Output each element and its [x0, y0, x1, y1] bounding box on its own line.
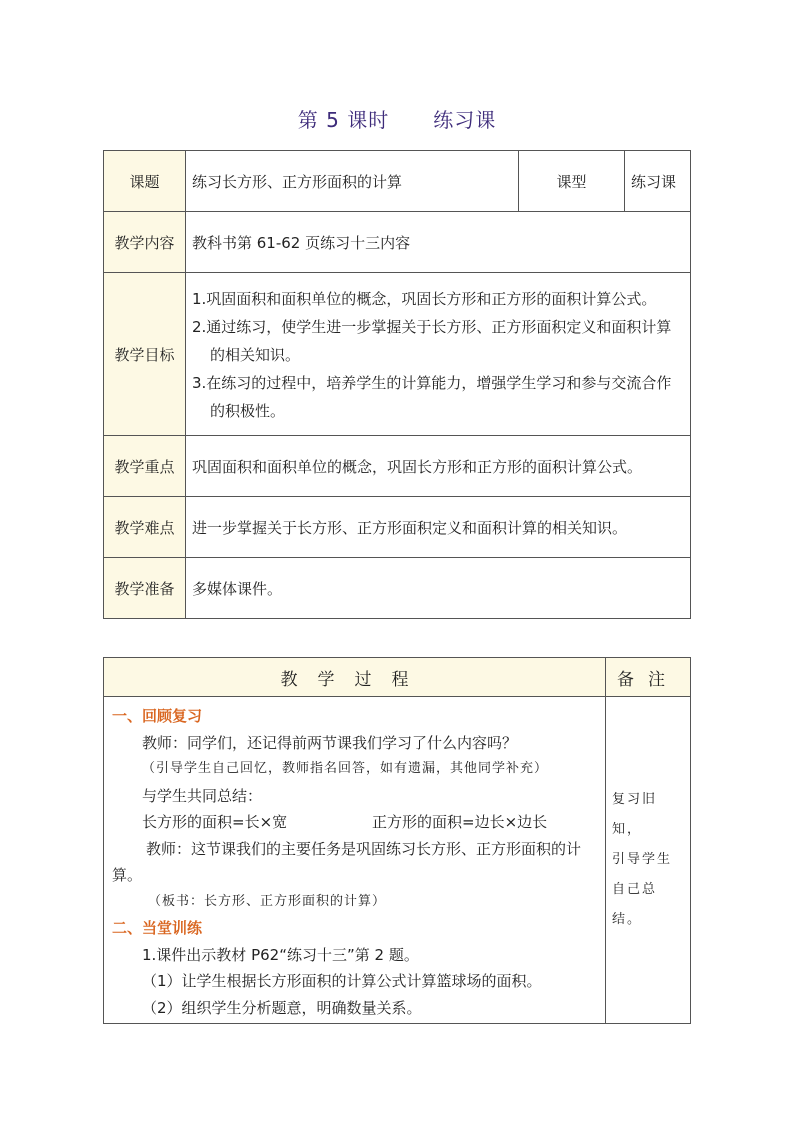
remark-line: 复习旧知， [612, 792, 658, 837]
process-header: 教学过程 [104, 658, 606, 697]
remark-cell [606, 697, 691, 1024]
goals-label: 教学目标 [104, 273, 186, 436]
square-formula: 正方形的面积=边长×边长 [372, 813, 548, 831]
type-value: 练习课 [625, 151, 691, 212]
note-header: 备注 [606, 658, 691, 697]
section-review-title: 一、回顾复习 [112, 707, 203, 725]
lesson-number: 第 5 课时 [297, 108, 390, 132]
content-row [104, 212, 691, 273]
content-value: 教科书第 61-62 页练习十三内容 [186, 212, 691, 273]
process-content [104, 697, 606, 1024]
goal-item: 1.巩固面积和面积单位的概念，巩固长方形和正方形的面积计算公式。 [192, 290, 657, 308]
remark-line: 引导学生 [612, 852, 673, 867]
section-practice-title: 二、当堂训练 [112, 919, 203, 937]
teaching-process-table [103, 657, 691, 1024]
topic-row [104, 151, 691, 212]
key-label: 教学重点 [104, 436, 186, 497]
prep-value: 多媒体课件。 [186, 558, 691, 619]
teacher-question: 教师：同学们，还记得前两节课我们学习了什么内容吗？ [142, 733, 518, 752]
process-header-row [104, 658, 691, 697]
lesson-type: 练习课 [433, 108, 497, 132]
goals-list [186, 273, 691, 436]
rectangle-formula: 长方形的面积=长×宽 [142, 813, 288, 831]
goals-row [104, 273, 691, 436]
key-value: 巩固面积和面积单位的概念，巩固长方形和正方形的面积计算公式。 [186, 436, 691, 497]
difficulty-value: 进一步掌握关于长方形、正方形面积定义和面积计算的相关知识。 [186, 497, 691, 558]
prep-row [104, 558, 691, 619]
area-formulas [112, 809, 597, 836]
practice-item-1b: （2）组织学生分析题意，明确数量关系。 [142, 998, 422, 1017]
process-body-row [104, 697, 691, 1024]
difficulty-row [104, 497, 691, 558]
type-label: 课型 [519, 151, 625, 212]
guide-note: （引导学生自己回忆，教师指名回答，如有遗漏，其他同学补充） [142, 761, 549, 776]
difficulty-label: 教学难点 [104, 497, 186, 558]
goal-item: 2.通过练习，使学生进一步掌握关于长方形、正方形面积定义和面积计算的相关知识。 [192, 318, 672, 364]
board-note: （板书：长方形、正方形面积的计算） [148, 893, 387, 909]
practice-item-1a: （1）让学生根据长方形面积的计算公式计算篮球场的面积。 [142, 972, 542, 990]
page-title [0, 104, 794, 133]
practice-item-1: 1.课件出示教材 P62“练习十三”第 2 题。 [142, 945, 419, 964]
content-label: 教学内容 [104, 212, 186, 273]
remark-line: 自己总结。 [612, 882, 658, 927]
key-row [104, 436, 691, 497]
prep-label: 教学准备 [104, 558, 186, 619]
topic-value: 练习长方形、正方形面积的计算 [186, 151, 519, 212]
teacher-task: 教师：这节课我们的主要任务是巩固练习长方形、正方形面积的计算。 [112, 839, 582, 884]
lesson-info-table [103, 150, 691, 619]
summary-intro: 与学生共同总结： [142, 786, 263, 805]
topic-label: 课题 [104, 151, 186, 212]
goal-item: 3.在练习的过程中，培养学生的计算能力，增强学生学习和参与交流合作的积极性。 [192, 374, 672, 420]
